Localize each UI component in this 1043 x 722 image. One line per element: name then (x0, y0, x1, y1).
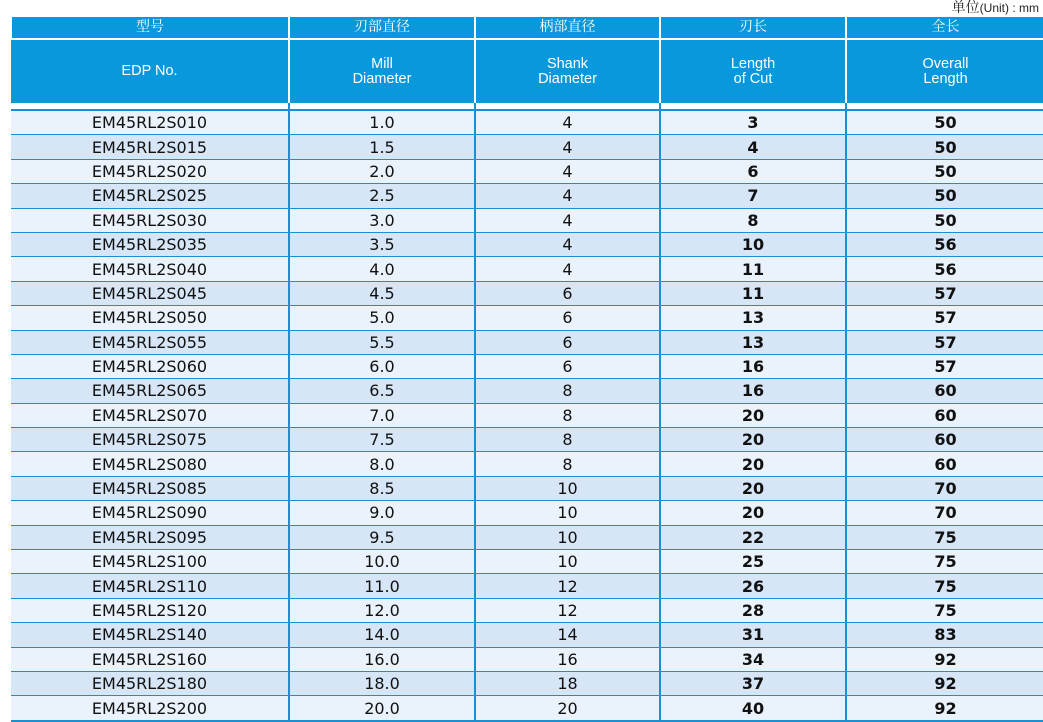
table-row (11, 232, 1043, 256)
header-shank-diameter-en-line2: Diameter (538, 70, 597, 87)
edp-no-cell: EM45RL2S090 (11, 501, 289, 525)
mill-diameter-cell: 8.0 (289, 452, 475, 476)
header-edp-en (11, 39, 289, 103)
unit-note-zh: 单位 (951, 0, 980, 16)
edp-no-cell: EM45RL2S070 (11, 403, 289, 427)
shank-diameter-cell: 16 (475, 647, 660, 671)
mill-diameter-cell: 18.0 (289, 671, 475, 695)
header-length-of-cut-en-line1: Length (730, 55, 776, 72)
header-shank-diameter-en-line1: Shank (546, 55, 589, 72)
table-row (11, 550, 1043, 574)
mill-diameter-cell: 3.5 (289, 232, 475, 256)
edp-no-cell: EM45RL2S110 (11, 574, 289, 598)
length-of-cut-cell: 22 (660, 525, 846, 549)
table-body (11, 103, 1043, 721)
length-of-cut-cell: 3 (660, 110, 846, 135)
length-of-cut-cell: 6 (660, 159, 846, 183)
overall-length-cell: 60 (846, 403, 1043, 427)
shank-diameter-cell: 12 (475, 574, 660, 598)
length-of-cut-cell: 13 (660, 330, 846, 354)
mill-diameter-cell: 8.5 (289, 476, 475, 500)
overall-length-cell: 92 (846, 671, 1043, 695)
length-of-cut-cell: 16 (660, 354, 846, 378)
overall-length-cell: 83 (846, 623, 1043, 647)
overall-length-cell: 57 (846, 354, 1043, 378)
edp-no-cell: EM45RL2S035 (11, 232, 289, 256)
table-row (11, 208, 1043, 232)
header-mill-diameter-en-line2: Diameter (352, 70, 412, 87)
shank-diameter-cell: 4 (475, 184, 660, 208)
edp-no-cell: EM45RL2S030 (11, 208, 289, 232)
table-row (11, 574, 1043, 598)
edp-no-cell: EM45RL2S055 (11, 330, 289, 354)
length-of-cut-cell: 25 (660, 550, 846, 574)
shank-diameter-cell: 20 (475, 696, 660, 721)
mill-diameter-cell: 5.5 (289, 330, 475, 354)
mill-diameter-cell: 7.5 (289, 428, 475, 452)
table-row (11, 379, 1043, 403)
length-of-cut-cell: 13 (660, 306, 846, 330)
table-row (11, 330, 1043, 354)
table-row (11, 623, 1043, 647)
header-mill-diameter-en-line1: Mill (371, 55, 393, 72)
overall-length-cell: 50 (846, 184, 1043, 208)
overall-length-cell: 70 (846, 476, 1043, 500)
spacer-cell (846, 103, 1043, 110)
length-of-cut-cell: 34 (660, 647, 846, 671)
shank-diameter-cell: 4 (475, 110, 660, 135)
overall-length-cell: 57 (846, 281, 1043, 305)
mill-diameter-cell: 7.0 (289, 403, 475, 427)
length-of-cut-cell: 4 (660, 135, 846, 159)
unit-note (952, 0, 1039, 16)
shank-diameter-cell: 8 (475, 428, 660, 452)
header-length-of-cut-zh: 刃长 (660, 17, 846, 39)
table-row (11, 135, 1043, 159)
length-of-cut-cell: 40 (660, 696, 846, 721)
shank-diameter-cell: 4 (475, 257, 660, 281)
mill-diameter-cell: 9.5 (289, 525, 475, 549)
shank-diameter-cell: 12 (475, 598, 660, 622)
mill-diameter-cell: 9.0 (289, 501, 475, 525)
header-overall-length-en-line2: Length (923, 70, 968, 87)
edp-no-cell: EM45RL2S040 (11, 257, 289, 281)
header-spacer (11, 103, 1043, 110)
length-of-cut-cell: 11 (660, 281, 846, 305)
overall-length-cell: 60 (846, 428, 1043, 452)
table-row (11, 428, 1043, 452)
table-row (11, 281, 1043, 305)
table-row (11, 306, 1043, 330)
table-row (11, 647, 1043, 671)
overall-length-cell: 50 (846, 208, 1043, 232)
table-row (11, 671, 1043, 695)
table-row (11, 696, 1043, 721)
header-overall-length-en-line1: Overall (922, 55, 969, 72)
shank-diameter-cell: 14 (475, 623, 660, 647)
header-length-of-cut-en (660, 39, 846, 103)
edp-no-cell: EM45RL2S010 (11, 110, 289, 135)
header-mill-diameter-zh: 刃部直径 (289, 17, 475, 39)
overall-length-cell: 57 (846, 306, 1043, 330)
length-of-cut-cell: 20 (660, 428, 846, 452)
edp-no-cell: EM45RL2S020 (11, 159, 289, 183)
overall-length-cell: 92 (846, 696, 1043, 721)
edp-no-cell: EM45RL2S060 (11, 354, 289, 378)
table-row (11, 476, 1043, 500)
spacer-cell (660, 103, 846, 110)
spacer-cell (11, 103, 289, 110)
table-row (11, 159, 1043, 183)
shank-diameter-cell: 8 (475, 403, 660, 427)
table-row (11, 354, 1043, 378)
mill-diameter-cell: 10.0 (289, 550, 475, 574)
length-of-cut-cell: 20 (660, 452, 846, 476)
overall-length-cell: 50 (846, 110, 1043, 135)
length-of-cut-cell: 37 (660, 671, 846, 695)
edp-no-cell: EM45RL2S085 (11, 476, 289, 500)
table-row (11, 452, 1043, 476)
length-of-cut-cell: 11 (660, 257, 846, 281)
overall-length-cell: 57 (846, 330, 1043, 354)
overall-length-cell: 75 (846, 574, 1043, 598)
length-of-cut-cell: 20 (660, 501, 846, 525)
overall-length-cell: 75 (846, 550, 1043, 574)
shank-diameter-cell: 8 (475, 452, 660, 476)
header-overall-length-en (846, 39, 1043, 103)
mill-diameter-cell: 14.0 (289, 623, 475, 647)
shank-diameter-cell: 10 (475, 501, 660, 525)
table-row (11, 598, 1043, 622)
shank-diameter-cell: 10 (475, 525, 660, 549)
length-of-cut-cell: 26 (660, 574, 846, 598)
edp-no-cell: EM45RL2S120 (11, 598, 289, 622)
length-of-cut-cell: 10 (660, 232, 846, 256)
shank-diameter-cell: 4 (475, 208, 660, 232)
overall-length-cell: 70 (846, 501, 1043, 525)
edp-no-cell: EM45RL2S095 (11, 525, 289, 549)
table-row (11, 110, 1043, 135)
length-of-cut-cell: 8 (660, 208, 846, 232)
edp-no-cell: EM45RL2S100 (11, 550, 289, 574)
header-shank-diameter-en (475, 39, 660, 103)
edp-no-cell: EM45RL2S080 (11, 452, 289, 476)
table-row (11, 184, 1043, 208)
length-of-cut-cell: 16 (660, 379, 846, 403)
edp-no-cell: EM45RL2S065 (11, 379, 289, 403)
overall-length-cell: 50 (846, 135, 1043, 159)
edp-no-cell: EM45RL2S050 (11, 306, 289, 330)
header-edp-en-line: EDP No. (121, 63, 178, 79)
header-row-english (11, 39, 1043, 103)
mill-diameter-cell: 4.5 (289, 281, 475, 305)
mill-diameter-cell: 3.0 (289, 208, 475, 232)
mill-diameter-cell: 5.0 (289, 306, 475, 330)
mill-diameter-cell: 20.0 (289, 696, 475, 721)
spacer-cell (289, 103, 475, 110)
mill-diameter-cell: 1.0 (289, 110, 475, 135)
table-row (11, 403, 1043, 427)
unit-note-en: (Unit) : mm (979, 1, 1039, 15)
length-of-cut-cell: 20 (660, 403, 846, 427)
header-row-chinese (11, 17, 1043, 39)
shank-diameter-cell: 6 (475, 306, 660, 330)
shank-diameter-cell: 6 (475, 330, 660, 354)
header-mill-diameter-en (289, 39, 475, 103)
overall-length-cell: 75 (846, 598, 1043, 622)
table-row (11, 525, 1043, 549)
shank-diameter-cell: 6 (475, 281, 660, 305)
length-of-cut-cell: 28 (660, 598, 846, 622)
mill-diameter-cell: 11.0 (289, 574, 475, 598)
overall-length-cell: 56 (846, 232, 1043, 256)
shank-diameter-cell: 4 (475, 232, 660, 256)
edp-no-cell: EM45RL2S200 (11, 696, 289, 721)
overall-length-cell: 50 (846, 159, 1043, 183)
header-shank-diameter-zh: 柄部直径 (475, 17, 660, 39)
mill-diameter-cell: 6.5 (289, 379, 475, 403)
header-length-of-cut-en-line2: of Cut (733, 70, 773, 87)
shank-diameter-cell: 4 (475, 159, 660, 183)
shank-diameter-cell: 8 (475, 379, 660, 403)
table-header (11, 17, 1043, 103)
shank-diameter-cell: 6 (475, 354, 660, 378)
edp-no-cell: EM45RL2S075 (11, 428, 289, 452)
overall-length-cell: 60 (846, 379, 1043, 403)
edp-no-cell: EM45RL2S025 (11, 184, 289, 208)
mill-diameter-cell: 16.0 (289, 647, 475, 671)
edp-no-cell: EM45RL2S015 (11, 135, 289, 159)
shank-diameter-cell: 10 (475, 550, 660, 574)
mill-diameter-cell: 12.0 (289, 598, 475, 622)
length-of-cut-cell: 31 (660, 623, 846, 647)
header-edp-zh: 型号 (11, 17, 289, 39)
spec-table (10, 17, 1043, 722)
shank-diameter-cell: 10 (475, 476, 660, 500)
mill-diameter-cell: 2.5 (289, 184, 475, 208)
edp-no-cell: EM45RL2S160 (11, 647, 289, 671)
overall-length-cell: 75 (846, 525, 1043, 549)
mill-diameter-cell: 2.0 (289, 159, 475, 183)
mill-diameter-cell: 6.0 (289, 354, 475, 378)
header-overall-length-zh: 全长 (846, 17, 1043, 39)
length-of-cut-cell: 20 (660, 476, 846, 500)
table-row (11, 257, 1043, 281)
shank-diameter-cell: 18 (475, 671, 660, 695)
edp-no-cell: EM45RL2S180 (11, 671, 289, 695)
overall-length-cell: 56 (846, 257, 1043, 281)
mill-diameter-cell: 1.5 (289, 135, 475, 159)
overall-length-cell: 92 (846, 647, 1043, 671)
edp-no-cell: EM45RL2S045 (11, 281, 289, 305)
length-of-cut-cell: 7 (660, 184, 846, 208)
shank-diameter-cell: 4 (475, 135, 660, 159)
mill-diameter-cell: 4.0 (289, 257, 475, 281)
overall-length-cell: 60 (846, 452, 1043, 476)
spacer-cell (475, 103, 660, 110)
table-row (11, 501, 1043, 525)
edp-no-cell: EM45RL2S140 (11, 623, 289, 647)
